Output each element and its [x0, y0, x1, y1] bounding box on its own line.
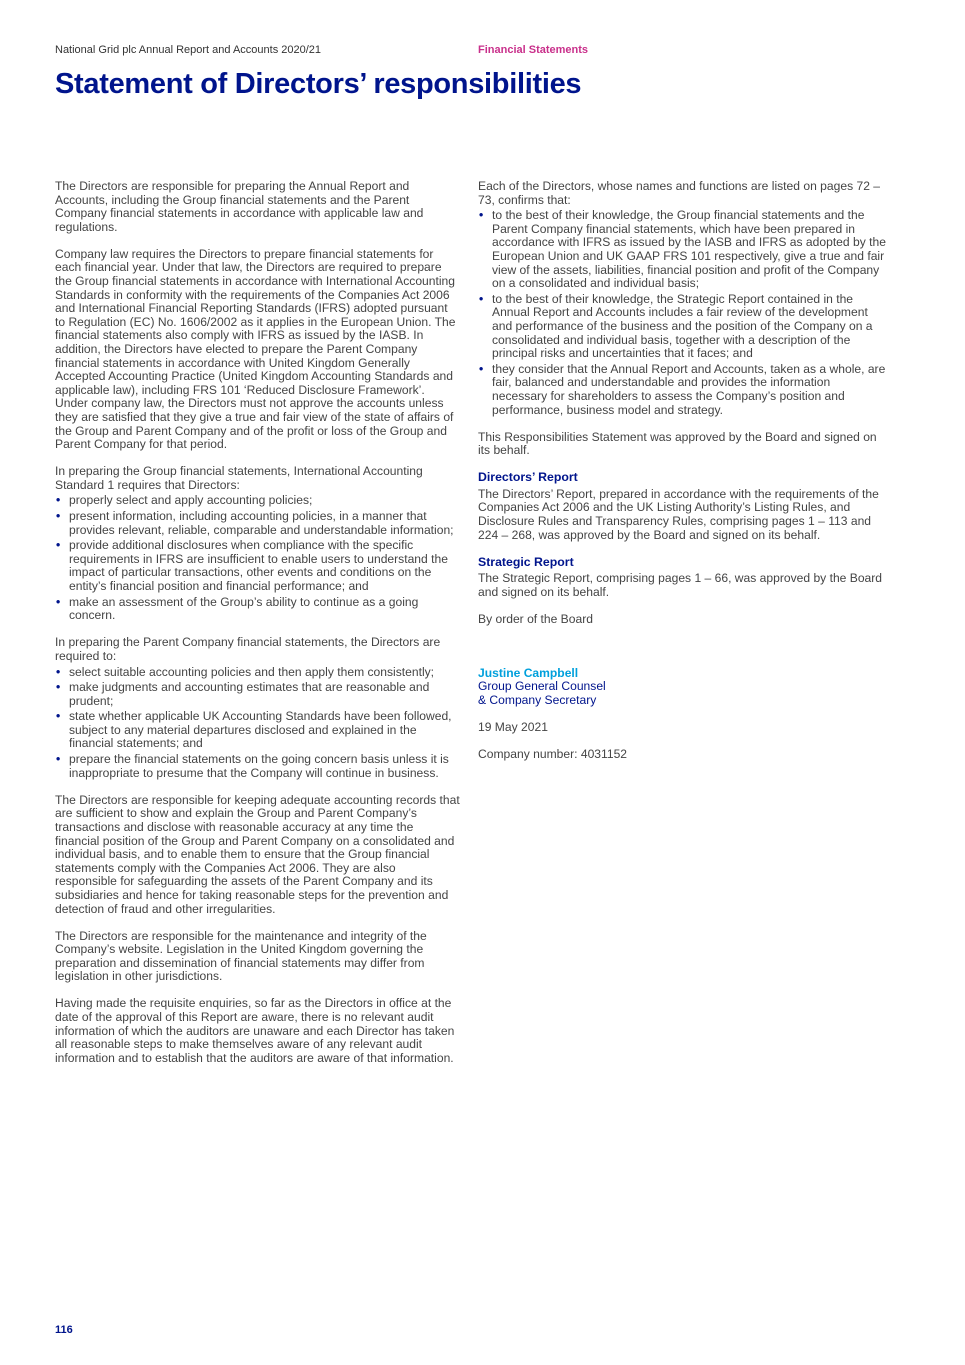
bullet-icon: • [56, 664, 61, 679]
paragraph: In preparing the Group financial statements, International Accounting Standard 1 requires that Directors: [55, 464, 423, 492]
bullet-icon: • [56, 709, 61, 724]
signature-block [478, 667, 886, 708]
list-item: • provide additional disclosures when compliance with the specific requirements in IFRS are insufficient to enable users to understand the impact of particular transactions, other events and conditions on the entity’s financial position and financial performance; and [56, 538, 448, 594]
paragraph: Company law requires the Directors to prepare financial statements for each financial year. Under that law, the Directors are required to prepare the Group financial statements in accordance with International Accounting Standards in conformity with the requirements of the Companies Act 2006 and International Financial Reporting Standards (IFRS) adopted pursuant to Regulation (EC) No. 1606/2002 as it applies in the European Union. The financial statements also comply with IFRS as issued by the IASB. In addition, the Directors have elected to prepare the Parent Company financial statements in accordance with United Kingdom Generally Accepted Accounting Practice (United Kingdom Accounting Standards and applicable law), including FRS 101 ‘Reduced Disclosure Framework’. Under company law, the Directors must not approve the accounts unless they are satisfied that they give a true and fair view of the state of affairs of the Group and Parent Company and of the profit or loss of the Group and Parent Company for that period. [55, 246, 456, 452]
paragraph: The Directors’ Report, prepared in accordance with the requirements of the Companies Act 2006 and the UK Listing Authority’s Listing Rules, and Disclosure Rules and Transparency Rules, comprising pages 1 – 113 and 224 – 268, was approved by the Board and signed on its behalf. [478, 486, 879, 542]
section-label: Financial Statements [478, 44, 589, 56]
bullet-icon: • [56, 493, 61, 508]
bullet-icon: • [479, 208, 484, 223]
company-number: Company number: 4031152 [478, 747, 628, 761]
bullet-icon: • [479, 291, 484, 306]
paragraph: The Strategic Report, comprising pages 1 – 66, was approved by the Board and signed on its behalf. [478, 571, 883, 599]
paragraph: In preparing the Parent Company financial statements, the Directors are required to: [55, 635, 441, 663]
list-item: • select suitable accounting policies and then apply them consistently; [56, 664, 435, 679]
signature-date: 19 May 2021 [478, 719, 548, 734]
paragraph: The Directors are responsible for the maintenance and integrity of the Company’s website. Legislation in the United Kingdom governing the preparation and dissemination of financial statements may differ from legislation in other jurisdictions. [55, 928, 427, 984]
group-requirements-list [55, 494, 460, 622]
confirmations-list [478, 209, 886, 417]
strategic-report-heading: Strategic Report [478, 554, 574, 569]
list-item: • to the best of their knowledge, the Strategic Report contained in the Annual Report and Accounts includes a fair review of the development and performance of the business and the position of the Company on a consolidated and individual basis, together with a description of the principal risks and uncertainties that it faces; and [479, 291, 873, 361]
bullet-icon: • [56, 509, 61, 524]
page-title: Statement of Directors’ responsibilities [55, 68, 582, 100]
list-item: • state whether applicable UK Accounting Standards have been followed, subject to any material departures disclosed and explained in the financial statements; and [56, 709, 452, 751]
list-item: • make judgments and accounting estimates that are reasonable and prudent; [56, 680, 430, 708]
list-item: • they consider that the Annual Report and Accounts, taken as a whole, are fair, balanced and understandable and provides the information necessary for shareholders to assess the Company’s position and performance, business model and strategy. [479, 361, 886, 417]
paragraph: Each of the Directors, whose names and functions are listed on pages 72 – 73, confirms that: [478, 179, 881, 207]
list-item: • make an assessment of the Group’s ability to continue as a going concern. [56, 594, 419, 623]
bullet-icon: • [56, 752, 61, 767]
list-item: • to the best of their knowledge, the Group financial statements and the Parent Company financial statements, which have been prepared in accordance with IFRS as issued by the IASB and IFRS as adopted by the European Union and UK GAAP FRS 101 respectively, give a true and fair view of the assets, liabilities, financial position and profit of the Company on a consolidated and individual basis; [479, 208, 886, 291]
paragraph: The Directors are responsible for keeping adequate accounting records that are sufficient to show and explain the Group and Parent Company’s transactions and disclose with reasonable accuracy at any time the financial position of the Group and Parent Company on a consolidated and individual basis, and to enable them to ensure that the Group financial statements comply with the Companies Act 2006. They are also responsible for safeguarding the assets of the Parent Company and its subsidiaries and hence for taking reasonable steps for the prevention and detection of fraud and other irregularities. [55, 792, 460, 916]
list-item: • prepare the financial statements on the going concern basis unless it is inappropriate to presume that the Company will continue in business. [56, 752, 449, 780]
parent-requirements-list [55, 666, 460, 781]
bullet-icon: • [479, 361, 484, 376]
directors-report-heading: Directors’ Report [478, 470, 578, 485]
by-order-text: By order of the Board [478, 612, 593, 627]
bullet-icon: • [56, 680, 61, 695]
paragraph: This Responsibilities Statement was approved by the Board and signed on its behalf. [478, 429, 877, 458]
list-item: • properly select and apply accounting policies; [56, 493, 313, 508]
paragraph: The Directors are responsible for preparing the Annual Report and Accounts, including the Group financial statements and the Parent Company financial statements in accordance with applicable law and regulations. [55, 179, 424, 234]
right-column [478, 180, 886, 775]
bullet-icon: • [56, 594, 61, 609]
page-number: 116 [55, 1324, 73, 1336]
bullet-icon: • [56, 538, 61, 553]
signatory-name: Justine Campbell [478, 665, 579, 680]
paragraph: Having made the requisite enquiries, so far as the Directors in office at the date of the approval of this Report are aware, there is no relevant audit information of which the auditors are unaware and each Director has taken all reasonable steps to make themselves aware of any relevant audit information and to establish that the auditors are aware of that information. [55, 996, 455, 1065]
signatory-role: Group General Counsel [478, 679, 606, 694]
signatory-role: & Company Secretary [478, 692, 597, 707]
list-item: • present information, including accounting policies, in a manner that provides relevant, reliable, comparable and understandable information; [56, 509, 454, 537]
left-column [55, 180, 460, 1079]
publication-title: National Grid plc Annual Report and Accounts 2020/21 [55, 44, 322, 56]
